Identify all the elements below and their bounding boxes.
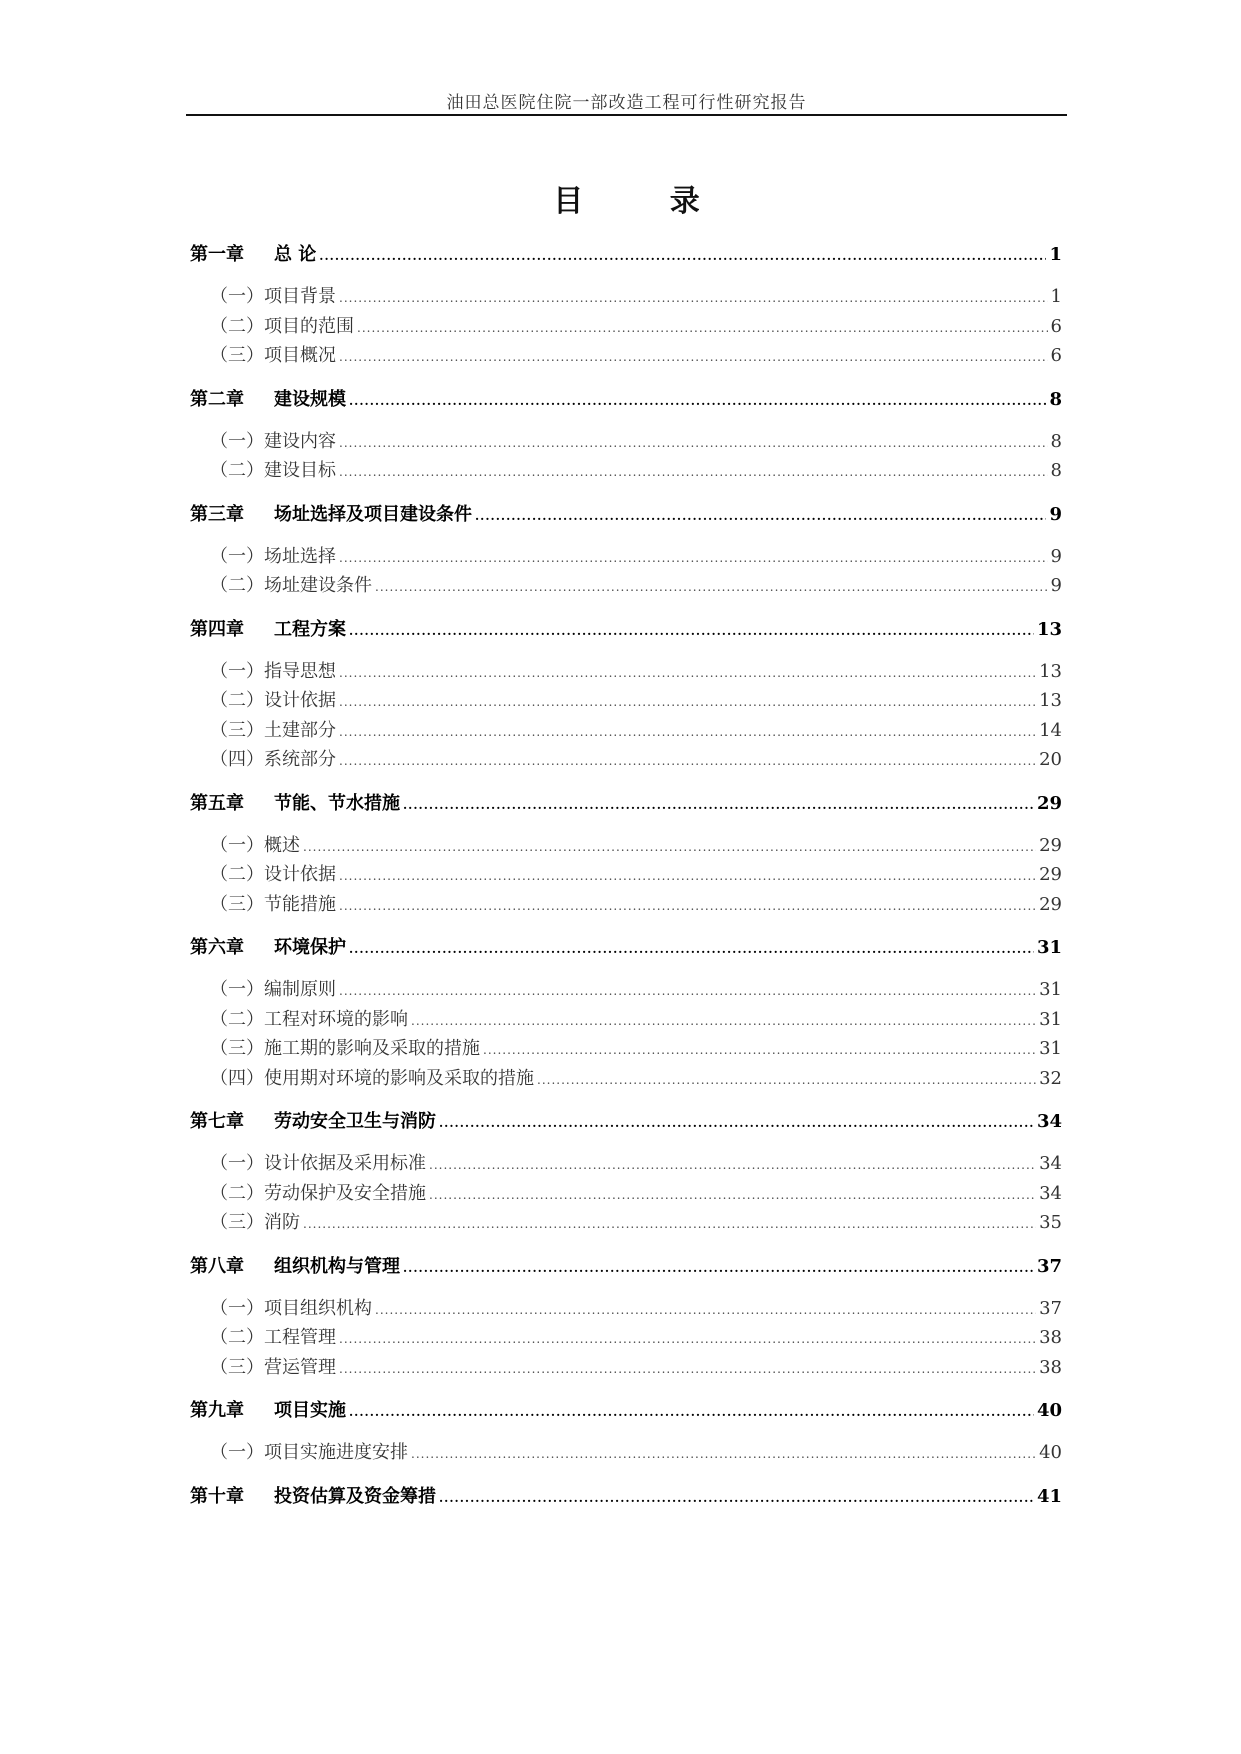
- dot-leader: [339, 725, 1036, 739]
- toc-entry-label: [190, 745, 336, 771]
- toc-entry-number: （二）: [210, 864, 264, 885]
- dot-leader: [429, 1188, 1036, 1202]
- toc-section-entry[interactable]: [190, 341, 1062, 367]
- toc-entry-title: 土建部分: [264, 719, 336, 741]
- toc-entry-label: [190, 385, 346, 411]
- toc-section-entry[interactable]: [190, 745, 1062, 771]
- dot-leader: [349, 624, 1034, 638]
- toc-entry-title: 节能、节水措施: [274, 792, 400, 814]
- toc-entry-number: （一）: [210, 1297, 264, 1319]
- toc-chapter-entry[interactable]: [190, 1107, 1062, 1133]
- toc-chapter-entry[interactable]: [190, 1252, 1062, 1278]
- toc-entry-label: [190, 282, 336, 308]
- toc-page-number: 13: [1036, 618, 1062, 640]
- toc-page-number: 13: [1039, 690, 1062, 711]
- toc-page-number: 9: [1049, 503, 1062, 525]
- toc-entry-number: 第三章: [190, 503, 244, 525]
- toc-entry-label: [190, 240, 316, 266]
- toc-entry-label: [190, 975, 336, 1001]
- toc-entry-title: 场址选择: [264, 545, 336, 567]
- toc-entry-number: （二）: [210, 460, 264, 481]
- toc-entry-label: [190, 341, 336, 367]
- toc-entry-label: [190, 542, 336, 568]
- toc-page-number: 1: [1050, 286, 1062, 307]
- toc-entry-label: [190, 1179, 426, 1205]
- header-rule: [186, 114, 1067, 116]
- toc-entry-number: （三）: [210, 893, 264, 915]
- toc-entry-title: 营运管理: [264, 1356, 336, 1378]
- toc-page-number: 8: [1049, 388, 1062, 410]
- toc-page-number: 6: [1050, 345, 1062, 366]
- toc-page-number: 1: [1049, 244, 1062, 265]
- toc-section-entry[interactable]: [190, 1294, 1062, 1320]
- toc-chapter-entry[interactable]: [190, 1482, 1062, 1508]
- toc-entry-title: 项目实施: [274, 1400, 346, 1421]
- toc-entry-number: （一）: [210, 1153, 264, 1174]
- toc-chapter-entry[interactable]: [190, 933, 1062, 959]
- toc-page-number: 9: [1050, 545, 1062, 567]
- toc-section-entry[interactable]: [190, 427, 1062, 453]
- toc-entry-title: 项目概况: [264, 345, 336, 366]
- toc-section-entry[interactable]: [190, 831, 1062, 857]
- toc-entry-label: [190, 427, 336, 453]
- toc-entry-label: [190, 831, 300, 857]
- toc-entry-title: 使用期对环境的影响及采取的措施: [264, 1067, 534, 1089]
- toc-page-number: 35: [1039, 1212, 1062, 1233]
- toc-page-number: 34: [1036, 1111, 1062, 1132]
- dot-leader: [339, 1362, 1036, 1376]
- toc-entry-number: （一）: [210, 1442, 264, 1463]
- toc-entry-title: 概述: [264, 834, 300, 856]
- toc-entry-number: （一）: [210, 430, 264, 452]
- toc-page-number: 6: [1050, 315, 1062, 337]
- toc-entry-label: [190, 1034, 480, 1060]
- running-header: 油田总医院住院一部改造工程可行性研究报告: [446, 93, 807, 113]
- toc-entry-title: 建设目标: [264, 460, 336, 481]
- toc-entry-number: 第八章: [190, 1255, 244, 1277]
- toc-section-entry[interactable]: [190, 716, 1062, 742]
- dot-leader: [411, 1447, 1036, 1461]
- toc-page-number: 29: [1039, 864, 1062, 885]
- toc-entry-label: [190, 312, 354, 338]
- toc-entry-number: 第四章: [190, 618, 244, 640]
- toc-page-number: 32: [1039, 1067, 1062, 1089]
- toc-entry-label: [190, 571, 372, 597]
- toc-entry-title: 消防: [264, 1212, 300, 1233]
- toc-entry-title: 场址建设条件: [264, 575, 372, 596]
- toc-section-entry[interactable]: [190, 657, 1062, 683]
- toc-entry-number: 第六章: [190, 937, 244, 958]
- toc-section-entry[interactable]: [190, 1323, 1062, 1349]
- toc-entry-label: [190, 615, 346, 641]
- dot-leader: [357, 321, 1048, 335]
- toc-entry-title: 总 论: [274, 244, 317, 265]
- toc-entry-number: （三）: [210, 1038, 264, 1059]
- toc-entry-label: [190, 1149, 426, 1175]
- toc-entry-title: 建设规模: [274, 388, 346, 410]
- toc-chapter-entry[interactable]: [190, 500, 1062, 526]
- toc-entry-number: （三）: [210, 1356, 264, 1378]
- toc-entry-label: [190, 1396, 346, 1422]
- toc-page-number: 14: [1039, 719, 1062, 741]
- toc-entry-number: （二）: [210, 1182, 264, 1204]
- toc-entry-title: 项目背景: [264, 286, 336, 307]
- toc-page-number: 40: [1039, 1442, 1062, 1463]
- toc-page-number: 40: [1036, 1400, 1062, 1421]
- toc-entry-title: 工程管理: [264, 1327, 336, 1348]
- toc-page-number: 9: [1050, 575, 1062, 596]
- toc-entry-title: 工程对环境的影响: [264, 1008, 408, 1030]
- toc-entry-label: [190, 500, 472, 526]
- toc-section-entry[interactable]: [190, 890, 1062, 916]
- toc-entry-number: （二）: [210, 1008, 264, 1030]
- dot-leader: [339, 695, 1036, 709]
- dot-leader: [303, 1217, 1036, 1231]
- toc-section-entry[interactable]: [190, 542, 1062, 568]
- toc-entry-number: （三）: [210, 719, 264, 741]
- toc-entry-label: [190, 456, 336, 482]
- toc-entry-title: 组织机构与管理: [274, 1255, 400, 1277]
- toc-entry-number: （三）: [210, 345, 264, 366]
- toc-page-number: 38: [1039, 1327, 1062, 1348]
- toc-entry-label: [190, 686, 336, 712]
- toc-page-number: 31: [1036, 937, 1062, 958]
- toc-entry-title: 系统部分: [264, 749, 336, 770]
- toc-entry-title: 投资估算及资金筹措: [274, 1485, 436, 1507]
- dot-leader: [349, 1405, 1034, 1419]
- toc-entry-label: [190, 933, 346, 959]
- toc-entry-label: [190, 789, 400, 815]
- toc-section-entry[interactable]: [190, 1064, 1062, 1090]
- dot-leader: [483, 1043, 1036, 1057]
- toc-chapter-entry[interactable]: [190, 789, 1062, 815]
- toc-entry-title: 劳动保护及安全措施: [264, 1182, 426, 1204]
- toc-page-number: 34: [1039, 1182, 1062, 1204]
- dot-leader: [339, 350, 1048, 364]
- toc-section-entry[interactable]: [190, 312, 1062, 338]
- toc-entry-label: [190, 890, 336, 916]
- toc-section-entry[interactable]: [190, 571, 1062, 597]
- toc-entry-title: 场址选择及项目建设条件: [274, 503, 472, 525]
- toc-entry-number: 第五章: [190, 792, 244, 814]
- toc-entry-number: （四）: [210, 749, 264, 770]
- dot-leader: [339, 1332, 1036, 1346]
- dot-leader: [403, 1261, 1034, 1275]
- toc-entry-number: 第十章: [190, 1485, 244, 1507]
- toc-entry-label: [190, 657, 336, 683]
- toc-entry-label: [190, 1064, 534, 1090]
- dot-leader: [319, 249, 1046, 263]
- toc-entry-title: 指导思想: [264, 660, 336, 682]
- toc-page-number: 37: [1036, 1255, 1062, 1277]
- toc-entry-title: 建设内容: [264, 430, 336, 452]
- dot-leader: [375, 1303, 1036, 1317]
- toc-section-entry[interactable]: [190, 1034, 1062, 1060]
- toc-chapter-entry[interactable]: [190, 240, 1062, 266]
- dot-leader: [439, 1116, 1034, 1130]
- toc-entry-title: 环境保护: [274, 937, 346, 958]
- toc-page-number: 29: [1036, 792, 1062, 814]
- dot-leader: [339, 465, 1048, 479]
- toc-chapter-entry[interactable]: [190, 385, 1062, 411]
- toc-entry-label: [190, 1438, 408, 1464]
- toc-entry-number: （二）: [210, 690, 264, 711]
- toc-entry-number: 第一章: [190, 244, 244, 265]
- toc-entry-title: 工程方案: [274, 618, 346, 640]
- toc-entry-number: （一）: [210, 545, 264, 567]
- dot-leader: [537, 1073, 1036, 1087]
- toc-section-entry[interactable]: [190, 686, 1062, 712]
- toc-entry-label: [190, 1353, 336, 1379]
- toc-entry-number: （一）: [210, 979, 264, 1000]
- dot-leader: [349, 942, 1034, 956]
- dot-leader: [411, 1014, 1036, 1028]
- toc-page-number: 13: [1039, 660, 1062, 682]
- toc-section-entry[interactable]: [190, 860, 1062, 886]
- toc-entry-title: 施工期的影响及采取的措施: [264, 1038, 480, 1059]
- dot-leader: [475, 509, 1046, 523]
- toc-entry-number: （一）: [210, 660, 264, 682]
- dot-leader: [339, 754, 1036, 768]
- dot-leader: [339, 291, 1048, 305]
- toc-page-number: 41: [1036, 1485, 1062, 1507]
- dot-leader: [339, 551, 1048, 565]
- dot-leader: [349, 394, 1046, 408]
- toc-entry-number: （三）: [210, 1212, 264, 1233]
- toc-page-number: 31: [1039, 979, 1062, 1000]
- toc-entry-number: 第二章: [190, 388, 244, 410]
- toc-entry-number: （四）: [210, 1067, 264, 1089]
- toc-entry-title: 节能措施: [264, 893, 336, 915]
- dot-leader: [403, 798, 1034, 812]
- dot-leader: [429, 1158, 1036, 1172]
- toc-page-number: 38: [1039, 1356, 1062, 1378]
- toc-entry-title: 劳动安全卫生与消防: [274, 1111, 436, 1132]
- toc-page-number: 29: [1039, 893, 1062, 915]
- dot-leader: [439, 1491, 1034, 1505]
- toc-entry-number: （一）: [210, 834, 264, 856]
- toc-page-number: 29: [1039, 834, 1062, 856]
- toc-entry-number: （二）: [210, 315, 264, 337]
- dot-leader: [339, 436, 1048, 450]
- dot-leader: [375, 580, 1048, 594]
- toc-page-number: 31: [1039, 1038, 1062, 1059]
- toc-entry-label: [190, 716, 336, 742]
- toc-title: 目 录: [553, 184, 738, 219]
- toc-section-entry[interactable]: [190, 456, 1062, 482]
- toc-page-number: 34: [1039, 1153, 1062, 1174]
- toc-entry-label: [190, 1005, 408, 1031]
- toc-page-number: 37: [1039, 1297, 1062, 1319]
- toc-entry-title: 设计依据: [264, 690, 336, 711]
- toc-page-number: 31: [1039, 1008, 1062, 1030]
- toc-entry-title: 设计依据及采用标准: [264, 1153, 426, 1174]
- dot-leader: [303, 840, 1036, 854]
- toc-entry-title: 编制原则: [264, 979, 336, 1000]
- toc-section-entry[interactable]: [190, 975, 1062, 1001]
- toc-entry-number: （一）: [210, 286, 264, 307]
- toc-entry-title: 设计依据: [264, 864, 336, 885]
- toc-entry-label: [190, 1107, 436, 1133]
- dot-leader: [339, 869, 1036, 883]
- toc-chapter-entry[interactable]: [190, 615, 1062, 641]
- toc-entry-label: [190, 1294, 372, 1320]
- toc-entry-label: [190, 1323, 336, 1349]
- toc-entry-label: [190, 1252, 400, 1278]
- dot-leader: [339, 899, 1036, 913]
- toc-page-number: 20: [1039, 749, 1062, 770]
- toc-page-number: 8: [1050, 460, 1062, 481]
- toc-entry-label: [190, 1208, 300, 1234]
- dot-leader: [339, 666, 1036, 680]
- toc-entry-number: （二）: [210, 1327, 264, 1348]
- toc-section-entry[interactable]: [190, 282, 1062, 308]
- toc-section-entry[interactable]: [190, 1179, 1062, 1205]
- toc-entry-number: 第七章: [190, 1111, 244, 1132]
- dot-leader: [339, 984, 1036, 998]
- toc-entry-title: 项目实施进度安排: [264, 1442, 408, 1463]
- toc-entry-number: 第九章: [190, 1400, 244, 1421]
- toc-chapter-entry[interactable]: [190, 1396, 1062, 1422]
- toc-section-entry[interactable]: [190, 1149, 1062, 1175]
- toc-entry-label: [190, 1482, 436, 1508]
- toc-section-entry[interactable]: [190, 1005, 1062, 1031]
- toc-entry-label: [190, 860, 336, 886]
- toc-section-entry[interactable]: [190, 1208, 1062, 1234]
- toc-section-entry[interactable]: [190, 1353, 1062, 1379]
- toc-section-entry[interactable]: [190, 1438, 1062, 1464]
- toc-entry-title: 项目组织机构: [264, 1297, 372, 1319]
- toc-entry-number: （二）: [210, 575, 264, 596]
- toc-entry-title: 项目的范围: [264, 315, 354, 337]
- toc-page-number: 8: [1050, 430, 1062, 452]
